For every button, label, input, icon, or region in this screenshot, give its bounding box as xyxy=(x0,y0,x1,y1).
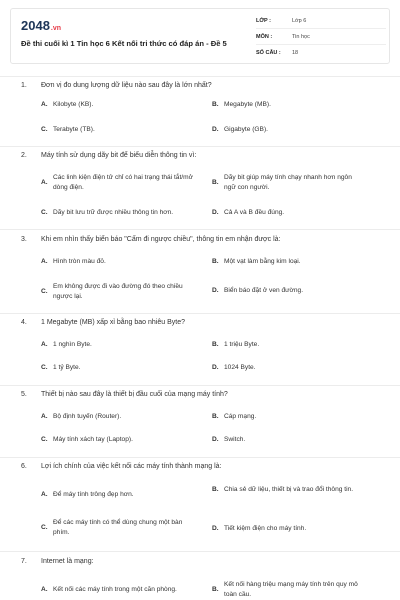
meta-label: SỐ CÂU : xyxy=(256,49,281,56)
option-letter: C. xyxy=(41,436,48,443)
option-c[interactable] xyxy=(41,363,193,373)
question-number: 2. xyxy=(21,152,27,159)
option-a[interactable] xyxy=(41,340,193,350)
question-stem: Khi em nhìn thấy biển báo "Cấm đi ngược chiều", thông tin em nhận được là: xyxy=(41,236,281,243)
option-a[interactable] xyxy=(41,412,193,422)
option-text: Chia sẻ dữ liệu, thiết bị và trao đổi thông tin. xyxy=(224,486,354,493)
option-text: Các linh kiện điện tử chỉ có hai trạng thái tắt/mở dòng điện. xyxy=(53,174,193,191)
option-b[interactable] xyxy=(212,257,364,267)
option-c[interactable] xyxy=(41,282,193,302)
question-stem: Đơn vị đo dung lượng dữ liệu nào sau đây là lớn nhất? xyxy=(41,82,212,89)
option-b[interactable] xyxy=(212,173,364,193)
option-letter: A. xyxy=(41,586,48,593)
option-letter: B. xyxy=(212,101,219,108)
question-number: 7. xyxy=(21,558,27,565)
question-number: 1. xyxy=(21,82,27,89)
exam-meta xyxy=(256,13,386,60)
option-b[interactable] xyxy=(212,340,364,350)
question-number: 5. xyxy=(21,391,27,398)
option-a[interactable] xyxy=(41,490,193,500)
option-letter: C. xyxy=(41,126,48,133)
option-c[interactable] xyxy=(41,125,193,135)
option-b[interactable] xyxy=(212,580,364,600)
option-text: 1 triệu Byte. xyxy=(224,341,260,348)
option-text: Gigabyte (GB). xyxy=(224,126,268,133)
option-letter: C. xyxy=(41,524,48,531)
logo-tld: .vn xyxy=(50,25,62,32)
option-letter: A. xyxy=(41,101,48,108)
question-stem: Lợi ích chính của việc kết nối các máy tính thành mạng là: xyxy=(41,463,222,470)
question-number: 6. xyxy=(21,463,27,470)
site-logo[interactable] xyxy=(21,18,61,33)
option-letter: B. xyxy=(212,258,219,265)
option-text: Hình tròn màu đỏ. xyxy=(53,258,106,265)
meta-value: Tin học xyxy=(292,33,310,40)
option-d[interactable] xyxy=(212,524,364,534)
option-text: Kết nối các máy tính trong một căn phòng. xyxy=(53,586,177,593)
question-divider xyxy=(0,313,400,314)
option-a[interactable] xyxy=(41,585,213,595)
option-letter: D. xyxy=(212,126,219,133)
option-c[interactable] xyxy=(41,435,193,445)
option-letter: C. xyxy=(41,364,48,371)
option-text: Máy tính xách tay (Laptop). xyxy=(53,436,133,443)
option-d[interactable] xyxy=(212,435,364,445)
option-letter: A. xyxy=(41,491,48,498)
meta-row-subject xyxy=(256,29,386,45)
option-a[interactable] xyxy=(41,100,193,110)
option-letter: D. xyxy=(212,209,219,216)
option-a[interactable] xyxy=(41,257,193,267)
option-c[interactable] xyxy=(41,518,193,538)
option-letter: C. xyxy=(41,209,48,216)
question-divider xyxy=(0,551,400,552)
option-d[interactable] xyxy=(212,286,364,296)
option-b[interactable] xyxy=(212,485,364,495)
option-letter: D. xyxy=(212,364,219,371)
option-letter: C. xyxy=(41,288,48,295)
question-divider xyxy=(0,76,400,77)
option-d[interactable] xyxy=(212,208,364,218)
option-text: Bộ định tuyến (Router). xyxy=(53,413,122,420)
question-stem: Internet là mạng: xyxy=(41,558,94,565)
option-b[interactable] xyxy=(212,412,364,422)
option-c[interactable] xyxy=(41,208,193,218)
option-text: Để máy tính trông đẹp hơn. xyxy=(53,491,134,498)
option-letter: B. xyxy=(212,486,219,493)
option-d[interactable] xyxy=(212,363,364,373)
question-divider xyxy=(0,385,400,386)
option-letter: D. xyxy=(212,525,219,532)
logo-number: 2048 xyxy=(21,18,50,33)
option-text: Terabyte (TB). xyxy=(53,126,95,133)
question-stem: Máy tính sử dụng dãy bit để biểu diễn thông tin vì: xyxy=(41,152,197,159)
option-text: Cáp mạng. xyxy=(224,413,257,420)
option-text: Để các máy tính có thể dùng chung một bàn phím. xyxy=(53,519,183,536)
meta-value: 18 xyxy=(292,49,299,56)
meta-label: LỚP : xyxy=(256,17,271,24)
question-divider xyxy=(0,457,400,458)
meta-value: Lớp 6 xyxy=(292,17,307,24)
option-text: Megabyte (MB). xyxy=(224,101,271,108)
question-stem: 1 Megabyte (MB) xấp xỉ bằng bao nhiêu Byte? xyxy=(41,319,185,326)
question-divider xyxy=(0,229,400,230)
option-letter: B. xyxy=(212,413,219,420)
option-text: Kết nối hàng triệu mạng máy tính trên quy mô toàn cầu. xyxy=(224,581,358,598)
page-title: Đề thi cuối kì 1 Tin học 6 Kết nối tri thức có đáp án - Đề 5 xyxy=(21,39,227,48)
meta-row-class xyxy=(256,13,386,29)
exam-header xyxy=(10,8,390,64)
meta-label: MÔN : xyxy=(256,33,273,40)
option-text: 1 nghìn Byte. xyxy=(53,341,92,348)
option-text: 1024 Byte. xyxy=(224,364,256,371)
option-text: Dãy bit giúp máy tính chạy nhanh hơn ngôn ngữ con người. xyxy=(224,174,352,191)
option-letter: B. xyxy=(212,179,219,186)
option-text: Switch. xyxy=(224,436,246,443)
question-number: 4. xyxy=(21,319,27,326)
option-text: Dãy bit lưu trữ được nhiều thông tin hơn. xyxy=(53,209,174,216)
option-text: Một vạt làm bằng kim loại. xyxy=(224,258,301,265)
option-letter: D. xyxy=(212,436,219,443)
meta-row-count xyxy=(256,45,386,60)
question-stem: Thiết bị nào sau đây là thiết bị đầu cuối của mạng máy tính? xyxy=(41,391,228,398)
question-divider xyxy=(0,146,400,147)
option-b[interactable] xyxy=(212,100,364,110)
option-letter: A. xyxy=(41,258,48,265)
option-text: 1 tỷ Byte. xyxy=(53,364,81,371)
option-letter: A. xyxy=(41,413,48,420)
option-letter: A. xyxy=(41,179,48,186)
option-a[interactable] xyxy=(41,173,193,193)
option-letter: B. xyxy=(212,341,219,348)
option-text: Kilobyte (KB). xyxy=(53,101,94,108)
option-d[interactable] xyxy=(212,125,364,135)
option-text: Tiết kiệm điện cho máy tính. xyxy=(224,525,307,532)
option-text: Em không được đi vào đường đó theo chiều ngược lại. xyxy=(53,283,183,300)
question-number: 3. xyxy=(21,236,27,243)
option-letter: D. xyxy=(212,287,219,294)
option-text: Biển báo đặt ở ven đường. xyxy=(224,287,304,294)
option-letter: A. xyxy=(41,341,48,348)
option-letter: B. xyxy=(212,586,219,593)
option-text: Cả A và B đều đúng. xyxy=(224,209,285,216)
